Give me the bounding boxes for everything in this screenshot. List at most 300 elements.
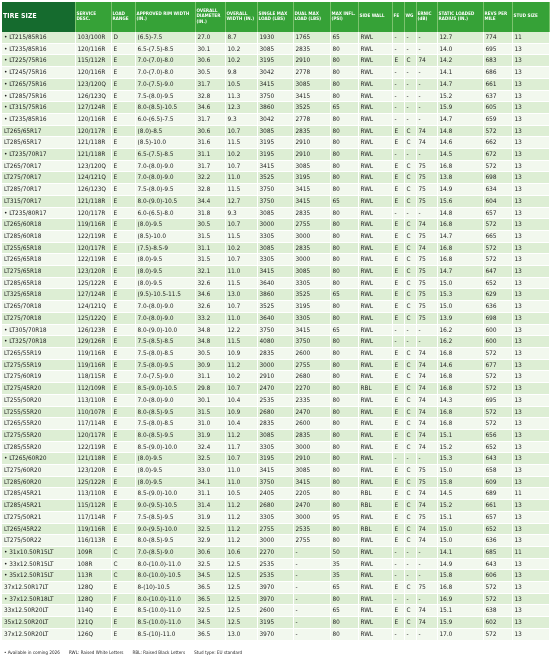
table-cell: - [404,628,416,640]
table-cell: 10.7 [225,125,257,137]
table-cell: 14.7 [437,78,483,90]
table-cell: 13 [512,535,549,547]
table-cell: • LT285/75R16 [2,90,75,102]
table-cell: 3000 [293,254,330,266]
table-cell: E [111,289,135,301]
table-cell: 110/107R [75,406,111,418]
table-cell: E [111,418,135,430]
table-cell: 15.3 [437,453,483,465]
table-cell: 14.5 [437,149,483,161]
table-cell: 75 [416,254,437,266]
table-cell: RWL [358,67,392,79]
table-row [2,406,549,418]
table-cell: (8.0)-9.5 [135,465,195,477]
table-cell: 115/112R [75,500,111,512]
table-cell: - [392,102,404,114]
table-cell: RWL [358,160,392,172]
table-cell: E [392,394,404,406]
table-cell: 74 [416,383,437,395]
table-cell: 3085 [293,266,330,278]
table-cell: E [111,535,135,547]
table-cell: C [404,289,416,301]
table-cell: 7.5-(8.5)-9.5 [135,511,195,523]
table-cell: - [293,570,330,582]
table-cell: E [111,125,135,137]
table-cell: 2535 [257,394,293,406]
table-cell: 3195 [257,617,293,629]
table-cell: • LT325/70R18 [2,336,75,348]
table-cell: 3750 [293,336,330,348]
table-cell: 31.0 [195,418,225,430]
table-cell: 7.5-(8.0)-9.5 [135,184,195,196]
table-cell: 12.7 [437,32,483,43]
table-cell: LT265/55R20 [2,418,75,430]
table-cell: 10.7 [225,383,257,395]
table-cell: 662 [483,137,512,149]
table-cell: C [404,195,416,207]
table-cell: 3525 [293,102,330,114]
table-cell: 609 [483,476,512,488]
table-cell: 80 [330,137,358,149]
table-cell: 9.3 [225,113,257,125]
table-cell: 3195 [293,172,330,184]
table-cell: 10.7 [225,160,257,172]
table-cell: LT285/65R17 [2,137,75,149]
table-cell: 11.5 [225,230,257,242]
table-cell: E [111,160,135,172]
table-cell: 2778 [293,113,330,125]
table-cell: - [416,207,437,219]
table-cell: - [416,336,437,348]
table-cell: 31.6 [195,137,225,149]
table-cell: E [111,359,135,371]
table-cell: 7.0-(7.5)-9.0 [135,78,195,90]
table-cell: 3305 [257,254,293,266]
table-cell: 31.7 [195,78,225,90]
table-cell: 126/123R [75,324,111,336]
table-cell: (8.0)-9.5 [135,254,195,266]
table-cell: RWL [358,184,392,196]
table-cell: (8.0)-9.5 [135,266,195,278]
table-cell: E [392,429,404,441]
column-header: SERVICE DESC. [75,2,111,32]
table-cell: RWL [358,558,392,570]
table-cell: 121/118R [75,149,111,161]
table-row [2,125,549,137]
table-row [2,90,549,102]
table-cell: 572 [483,383,512,395]
table-cell: 7.0-(8.0)-9.0 [135,312,195,324]
table-cell: 10.5 [225,488,257,500]
table-cell: 30.6 [195,55,225,67]
table-cell: 2835 [293,207,330,219]
table-cell: 34.4 [195,195,225,207]
footnote-item: RBL: Raised Black Letters [132,651,186,656]
table-cell: 572 [483,219,512,231]
table-row [2,371,549,383]
table-cell: 13 [512,453,549,465]
table-cell: 8.0-(10.0)-11.0 [135,593,195,605]
table-cell: 3415 [293,90,330,102]
table-cell: LT325/65R18 [2,289,75,301]
table-cell: E [392,289,404,301]
table-cell: 12.5 [225,582,257,594]
table-cell: 3000 [293,230,330,242]
table-cell: 13.0 [225,289,257,301]
table-cell: 31.9 [195,429,225,441]
table-cell: 13 [512,511,549,523]
table-cell: - [392,149,404,161]
table-cell: 31.1 [195,149,225,161]
table-cell: 15.1 [437,429,483,441]
table-cell: 14.5 [437,488,483,500]
table-cell: 9.0-(9.5)-10.5 [135,500,195,512]
table-cell: RWL [358,55,392,67]
table-cell: 80 [330,207,358,219]
table-cell: E [111,195,135,207]
table-cell: E [392,219,404,231]
table-cell: - [293,558,330,570]
table-cell: 31.4 [195,500,225,512]
column-header: WG [404,2,416,32]
table-cell: E [111,628,135,640]
table-cell: 30.5 [195,347,225,359]
table-cell: - [416,558,437,570]
table-cell: E [111,43,135,55]
table-cell: RWL [358,32,392,43]
table-cell: 2600 [293,347,330,359]
table-cell: 695 [483,394,512,406]
table-cell: RWL [358,137,392,149]
table-cell: 2835 [293,242,330,254]
table-cell: 686 [483,67,512,79]
table-cell: - [404,102,416,114]
table-cell: E [392,301,404,313]
table-cell: 11.2 [225,429,257,441]
table-cell: 14.1 [437,67,483,79]
table-cell: 13 [512,254,549,266]
table-cell: 75 [416,172,437,184]
table-row [2,546,549,558]
table-cell: 698 [483,172,512,184]
table-cell: LT285/70R17 [2,184,75,196]
table-cell: 32.9 [195,535,225,547]
table-cell: - [416,67,437,79]
table-cell: 13 [512,593,549,605]
table-cell: 13 [512,359,549,371]
table-cell: 3750 [257,324,293,336]
table-cell: 80 [330,359,358,371]
table-cell: 14.0 [437,43,483,55]
table-cell: 3195 [257,55,293,67]
column-header: REVS PER MILE [483,2,512,32]
table-cell: E [392,488,404,500]
table-cell: C [404,429,416,441]
table-cell: 13 [512,160,549,172]
table-cell: 123/120Q [75,78,111,90]
table-cell: RWL [358,324,392,336]
table-cell: 119/116R [75,523,111,535]
table-row [2,570,549,582]
table-cell: 16.8 [437,254,483,266]
column-header: LOAD RANGE [111,2,135,32]
table-cell: 113/110R [75,394,111,406]
table-cell: E [392,359,404,371]
table-cell: 80 [330,488,358,500]
table-cell: 9.0-(9.5)-10.0 [135,523,195,535]
table-cell: 126/123Q [75,184,111,196]
table-cell: 572 [483,160,512,172]
table-cell: - [404,593,416,605]
table-cell: 74 [416,441,437,453]
table-cell: - [392,628,404,640]
table-cell: 10.5 [225,78,257,90]
table-cell: 658 [483,465,512,477]
table-cell: E [111,266,135,278]
table-cell: C [404,219,416,231]
table-cell: RWL [358,207,392,219]
table-cell: - [404,149,416,161]
column-header: APPROVED RIM WIDTH (IN.) [135,2,195,32]
table-cell: 129/126R [75,336,111,348]
table-cell: 15.0 [437,523,483,535]
table-cell: 3415 [293,476,330,488]
table-cell: 3042 [257,67,293,79]
table-cell: 120/116R [75,67,111,79]
table-cell: 2755 [257,523,293,535]
table-cell: 8.0-(8.5)-9.5 [135,429,195,441]
table-cell: - [404,453,416,465]
table-cell: C [404,347,416,359]
table-cell: 11.5 [225,184,257,196]
table-cell: 74 [416,488,437,500]
table-cell: E [111,582,135,594]
table-cell: 13 [512,195,549,207]
table-cell: 661 [483,78,512,90]
table-cell: E [392,137,404,149]
table-row [2,266,549,278]
table-cell: C [404,535,416,547]
table-cell: 6.0-(6.5)-7.5 [135,113,195,125]
table-row [2,55,549,67]
table-cell: LT265/55R19 [2,347,75,359]
table-cell: 16.8 [437,371,483,383]
table-row [2,184,549,196]
table-cell: LT275/50R22 [2,535,75,547]
table-cell: 13 [512,149,549,161]
table-cell: RWL [358,394,392,406]
table-cell: 3305 [257,230,293,242]
table-cell: 638 [483,605,512,617]
table-cell: 114Q [75,605,111,617]
table-cell: 29.8 [195,383,225,395]
table-cell: 15.1 [437,511,483,523]
table-cell: C [404,301,416,313]
table-cell: 3750 [257,195,293,207]
table-cell: 3415 [257,160,293,172]
table-cell: 80 [330,465,358,477]
table-cell: 7.0-(8.0)-9.0 [135,160,195,172]
table-cell: E [111,453,135,465]
table-cell: E [111,254,135,266]
table-cell: 12.7 [225,195,257,207]
table-cell: 12.5 [225,605,257,617]
table-cell: 74 [416,605,437,617]
table-cell: 6.5-(7.5)-8.5 [135,149,195,161]
table-cell: 122/119R [75,441,111,453]
table-cell: 2535 [257,570,293,582]
table-cell: E [111,207,135,219]
table-cell: 1930 [257,32,293,43]
table-cell: 80 [330,336,358,348]
table-cell: 15.3 [437,289,483,301]
column-header: SIDE WALL [358,2,392,32]
table-cell: 7.5-(8.0)-9.5 [135,359,195,371]
table-cell: 7.0-(8.0)-9.0 [135,172,195,184]
table-cell: 10.9 [225,406,257,418]
table-cell: 3000 [293,511,330,523]
table-cell: 32.5 [195,523,225,535]
table-cell: E [392,383,404,395]
table-cell: 3415 [257,266,293,278]
table-row [2,453,549,465]
table-cell: C [404,371,416,383]
table-cell: 74 [416,371,437,383]
table-row [2,488,549,500]
table-cell: 13 [512,289,549,301]
table-cell: LT265/70R18 [2,301,75,313]
table-cell: 643 [483,453,512,465]
table-cell: E [111,371,135,383]
table-cell: E [392,160,404,172]
table-row [2,102,549,114]
table-cell: RWL [358,628,392,640]
table-cell: - [293,617,330,629]
table-cell: 10.4 [225,394,257,406]
table-cell: E [111,523,135,535]
table-cell: 80 [330,453,358,465]
table-row [2,359,549,371]
table-cell: E [392,277,404,289]
table-cell: 7.0-(7.5)-9.0 [135,371,195,383]
table-cell: E [392,125,404,137]
table-cell: 572 [483,254,512,266]
table-cell: 80 [330,500,358,512]
table-cell: 80 [330,383,358,395]
table-cell: 3970 [257,628,293,640]
table-cell: 6.5-(7.5)-8.5 [135,43,195,55]
table-cell: 33x12.50R20LT [2,605,75,617]
table-cell: - [416,78,437,90]
table-cell: RWL [358,570,392,582]
table-cell: 652 [483,277,512,289]
table-row [2,32,549,43]
table-cell: 7.0-(8.5)-9.0 [135,546,195,558]
table-cell: LT285/60R20 [2,476,75,488]
table-cell: 15.8 [437,570,483,582]
table-cell: 8.5-(10.0)-11.0 [135,617,195,629]
table-body [2,32,549,640]
table-cell: - [392,113,404,125]
table-cell: 7.0-(8.0)-9.0 [135,301,195,313]
table-cell: 8.0-(9.0)-10.5 [135,195,195,207]
table-cell: E [392,500,404,512]
table-cell: 36.5 [195,593,225,605]
table-cell: 12.3 [225,102,257,114]
table-cell: RWL [358,312,392,324]
table-cell: 2270 [293,383,330,395]
table-cell: 30.6 [195,546,225,558]
table-cell: 13 [512,628,549,640]
table-cell: 74 [416,394,437,406]
table-cell: 2680 [257,500,293,512]
table-row [2,593,549,605]
table-cell: C [404,488,416,500]
table-cell: 15.0 [437,465,483,477]
table-cell: 34.6 [195,102,225,114]
table-cell: 75 [416,312,437,324]
table-cell: 125/122Q [75,312,111,324]
table-cell: - [392,593,404,605]
table-cell: 35 [330,558,358,570]
table-row [2,558,549,570]
table-cell: 10.9 [225,347,257,359]
table-cell: 80 [330,55,358,67]
table-cell: RBL [358,488,392,500]
table-cell: 11.0 [225,465,257,477]
table-cell: RWL [358,78,392,90]
table-cell: 11.0 [225,312,257,324]
table-cell: 3750 [257,184,293,196]
table-cell: 112/109R [75,383,111,395]
table-row [2,336,549,348]
table-cell: RWL [358,617,392,629]
table-cell: 36.5 [195,582,225,594]
table-cell: 3085 [293,78,330,90]
table-cell: E [111,429,135,441]
table-cell: 11.0 [225,172,257,184]
table-cell: RWL [358,347,392,359]
table-cell: 119/116R [75,219,111,231]
table-cell: E [392,184,404,196]
table-cell: 2680 [257,406,293,418]
footnote-item: RWL: Raised White Letters [68,651,124,656]
table-cell: E [392,476,404,488]
table-cell: E [392,195,404,207]
table-cell: RWL [358,230,392,242]
table-cell: • LT235/70R17 [2,149,75,161]
table-cell: E [392,605,404,617]
table-cell: 122/119R [75,230,111,242]
table-cell: • LT235/80R17 [2,207,75,219]
table-cell: 30.1 [195,43,225,55]
table-cell: E [392,441,404,453]
table-cell: 2835 [257,418,293,430]
table-cell: (6.5)-7.5 [135,32,195,43]
table-cell: 13 [512,137,549,149]
table-row [2,277,549,289]
table-cell: E [392,617,404,629]
table-cell: 113R [75,570,111,582]
table-cell: 16.2 [437,336,483,348]
table-cell: E [111,172,135,184]
table-cell: (8.0)-9.5 [135,453,195,465]
table-cell: 80 [330,149,358,161]
table-cell: 13 [512,523,549,535]
table-cell: 12.5 [225,570,257,582]
table-cell: 80 [330,394,358,406]
table-cell: 2910 [293,137,330,149]
